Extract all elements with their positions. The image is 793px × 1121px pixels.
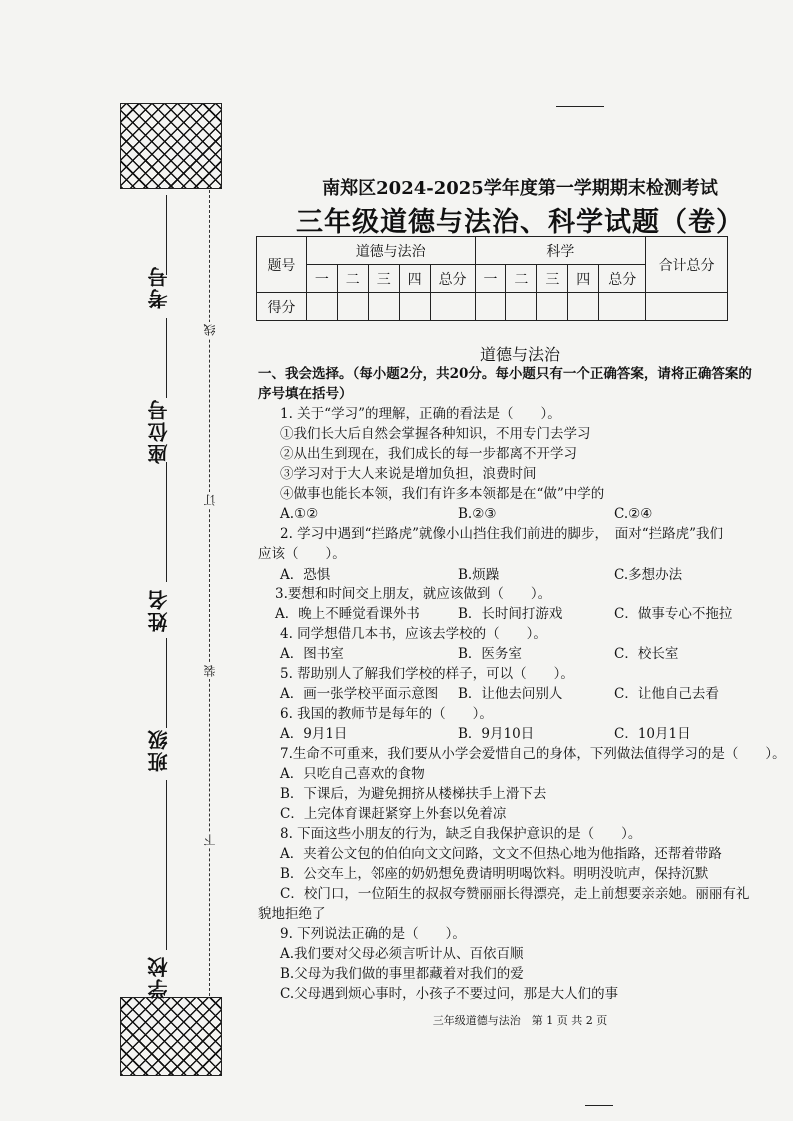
q3-stem: 3.要想和时间交上朋友，就应该做到（ ）。 — [275, 586, 552, 602]
q7-option-c[interactable]: C．上完体育课赶紧穿上外套以免着凉 — [280, 806, 507, 822]
q9-option-a[interactable]: A.我们要对父母必须言听计从、百依百顺 — [280, 946, 524, 962]
q2-option-c[interactable]: C.多想办法 — [614, 567, 683, 583]
margin-label-seat-number: 座位号 — [147, 398, 171, 464]
cell-m-3: 三 — [368, 265, 399, 293]
cell-s-1: 一 — [475, 265, 506, 293]
cell-s-2: 二 — [506, 265, 537, 293]
q1-option-a[interactable]: A.①② — [280, 506, 319, 522]
cell-m-1: 一 — [306, 265, 337, 293]
score-input[interactable] — [568, 293, 599, 321]
margin-line-3 — [166, 462, 167, 582]
q2-stem-line1: 2. 学习中遇到“拦路虎”就像小山挡住我们前进的脚步， 面对“拦路虎”我们 — [280, 526, 724, 542]
score-input[interactable] — [646, 293, 728, 321]
cut-line — [209, 190, 210, 996]
q2-stem-line2: 应该（ ）。 — [258, 546, 346, 562]
page-footer: 三年级道德与法治 第 1 页 共 2 页 — [432, 1014, 608, 1027]
margin-line-1 — [166, 195, 167, 275]
margin-line-2 — [166, 318, 167, 398]
exam-title: 南郑区2024-2025学年度第一学期期末检测考试 — [322, 178, 718, 199]
q6-stem: 6. 我国的教师节是每年的（ ）。 — [280, 706, 493, 722]
margin-line-5 — [166, 780, 167, 950]
margin-label-class: 班级 — [147, 728, 171, 772]
q8-option-c-line2: 貌地拒绝了 — [258, 906, 326, 922]
q4-option-c[interactable]: C．校长室 — [614, 646, 679, 662]
q7-stem: 7.生命不可重来，我们要从小学会爱惜自己的身体，下列做法值得学习的是（ ）。 — [280, 746, 786, 762]
q8-option-c-line1[interactable]: C．校门口，一位陌生的叔叔夸赞丽丽长得漂亮，走上前想要亲亲她。丽丽有礼 — [280, 886, 750, 902]
score-input[interactable] — [537, 293, 568, 321]
margin-label-exam-number: 考号 — [147, 265, 171, 309]
score-input[interactable] — [368, 293, 399, 321]
score-table — [256, 236, 728, 321]
q1-option-c[interactable]: C.②④ — [614, 506, 653, 522]
part1-heading-line1: 一、我会选择。（每小题2分，共20分。每小题只有一个正确答案，请将正确答案的 — [258, 366, 752, 382]
margin-label-school: 学校 — [147, 955, 171, 999]
q2-option-b[interactable]: B.烦躁 — [458, 567, 500, 583]
score-input[interactable] — [399, 293, 430, 321]
cell-score-label: 得分 — [257, 293, 307, 321]
cut-mark-bind: 订 — [203, 494, 217, 506]
cell-group-science: 科学 — [475, 237, 646, 265]
q6-option-b[interactable]: B．9月10日 — [458, 726, 535, 742]
top-rule — [556, 106, 604, 107]
cell-m-total: 总分 — [430, 265, 475, 293]
cell-grand-total: 合计总分 — [646, 237, 728, 293]
q7-option-a[interactable]: A．只吃自己喜欢的食物 — [280, 766, 425, 782]
section-title: 道德与法治 — [479, 345, 560, 364]
q3-option-c[interactable]: C．做事专心不拖拉 — [614, 606, 733, 622]
cell-s-4: 四 — [568, 265, 599, 293]
q1-stem: 1. 关于“学习”的理解，正确的看法是（ ）。 — [280, 406, 561, 422]
q5-stem: 5. 帮助别人了解我们学校的样子，可以（ ）。 — [280, 666, 574, 682]
q3-option-a[interactable]: A．晚上不睡觉看课外书 — [275, 606, 420, 622]
q5-option-c[interactable]: C．让他自己去看 — [614, 686, 719, 702]
paper-title: 三年级道德与法治、科学试题（卷） — [296, 207, 744, 238]
q3-option-b[interactable]: B．长时间打游戏 — [458, 606, 563, 622]
crosshatch-block-top — [120, 103, 222, 189]
q1-statement-4: ④做事也能长本领，我们有许多本领都是在“做”中学的 — [280, 486, 605, 502]
q6-option-c[interactable]: C．10月1日 — [614, 726, 691, 742]
q1-statement-1: ①我们长大后自然会掌握各种知识，不用专门去学习 — [280, 426, 591, 442]
q1-statement-3: ③学习对于大人来说是增加负担，浪费时间 — [280, 466, 537, 482]
cell-s-total: 总分 — [599, 265, 646, 293]
bottom-rule — [585, 1105, 613, 1106]
q9-option-b[interactable]: B.父母为我们做的事里都藏着对我们的爱 — [280, 966, 524, 982]
score-input[interactable] — [599, 293, 646, 321]
cut-mark-down: 下 — [203, 834, 217, 846]
cell-m-2: 二 — [337, 265, 368, 293]
score-input[interactable] — [306, 293, 337, 321]
score-input[interactable] — [430, 293, 475, 321]
crosshatch-block-bottom — [120, 997, 222, 1076]
cut-mark-line: 线 — [203, 324, 217, 336]
q4-option-a[interactable]: A．图书室 — [280, 646, 344, 662]
margin-label-name: 姓名 — [147, 588, 171, 632]
q9-option-c[interactable]: C.父母遇到烦心事时，小孩子不要过问，那是大人们的事 — [280, 986, 619, 1002]
cell-s-3: 三 — [537, 265, 568, 293]
q6-option-a[interactable]: A．9月1日 — [280, 726, 348, 742]
q4-stem: 4. 同学想借几本书，应该去学校的（ ）。 — [280, 626, 547, 642]
q9-stem: 9. 下列说法正确的是（ ）。 — [280, 926, 466, 942]
q5-option-a[interactable]: A．画一张学校平面示意图 — [280, 686, 439, 702]
cell-item-label: 题号 — [257, 237, 307, 293]
q8-option-b[interactable]: B．公交车上，邻座的奶奶想免费请明明喝饮料。明明没吭声，保持沉默 — [280, 866, 709, 882]
q8-option-a[interactable]: A．夹着公文包的伯伯向文文问路，文文不但热心地为他指路，还帮着带路 — [280, 846, 722, 862]
q7-option-b[interactable]: B．下课后，为避免拥挤从楼梯扶手上滑下去 — [280, 786, 547, 802]
part1-heading-line2: 序号填在括号） — [258, 386, 353, 402]
q4-option-b[interactable]: B．医务室 — [458, 646, 522, 662]
q2-option-a[interactable]: A．恐惧 — [280, 567, 331, 583]
cut-mark-install: 装 — [203, 665, 217, 677]
score-input[interactable] — [337, 293, 368, 321]
q5-option-b[interactable]: B．让他去问别人 — [458, 686, 563, 702]
score-input[interactable] — [475, 293, 506, 321]
margin-line-4 — [166, 638, 167, 728]
cell-m-4: 四 — [399, 265, 430, 293]
q8-stem: 8. 下面这些小朋友的行为，缺乏自我保护意识的是（ ）。 — [280, 826, 642, 842]
q1-option-b[interactable]: B.②③ — [458, 506, 497, 522]
score-input[interactable] — [506, 293, 537, 321]
q1-statement-2: ②从出生到现在，我们成长的每一步都离不开学习 — [280, 446, 577, 462]
cell-group-morality: 道德与法治 — [306, 237, 475, 265]
